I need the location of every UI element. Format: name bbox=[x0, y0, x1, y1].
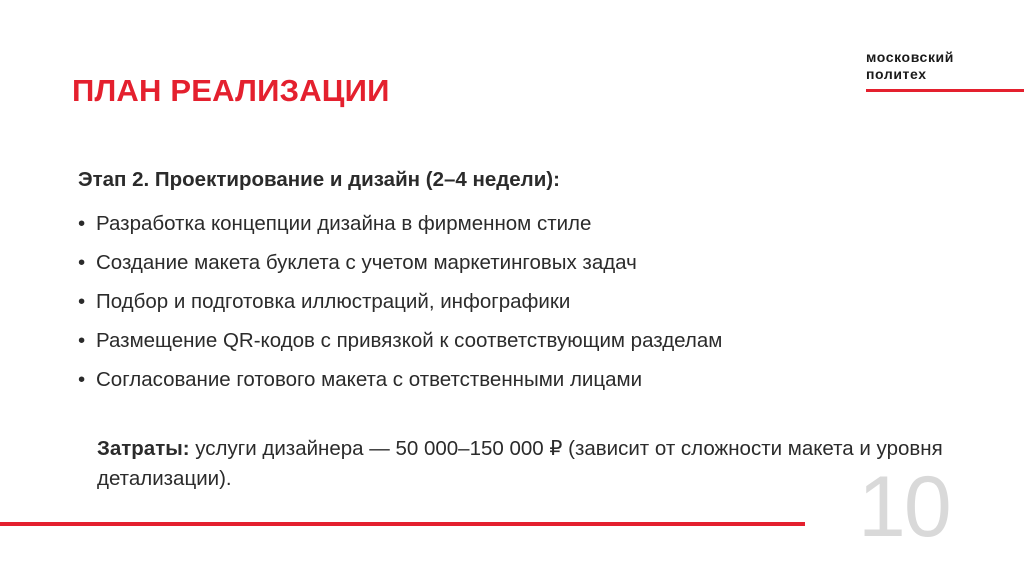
mospolytech-logo bbox=[866, 49, 1024, 83]
list-item bbox=[78, 321, 722, 360]
bullet-dot: • bbox=[78, 329, 86, 352]
list-item bbox=[78, 282, 722, 321]
stage-heading: Этап 2. Проектирование и дизайн (2–4 недели): bbox=[78, 168, 560, 191]
bottom-accent-bar bbox=[0, 522, 805, 526]
list-item bbox=[78, 204, 722, 243]
logo-line-1: московский bbox=[866, 49, 954, 65]
task-list bbox=[78, 204, 722, 399]
bullet-dot: • bbox=[78, 368, 86, 391]
list-item bbox=[78, 360, 722, 399]
list-item-text: Разработка концепции дизайна в фирменном стиле bbox=[96, 212, 592, 235]
bullet-dot: • bbox=[78, 290, 86, 313]
list-item-text: Создание макета буклета с учетом маркетинговых задач bbox=[96, 251, 637, 274]
list-item-text: Размещение QR-кодов с привязкой к соответствующим разделам bbox=[96, 329, 723, 352]
page-number: 10 bbox=[858, 459, 950, 555]
logo-line-2: политех bbox=[866, 66, 927, 82]
bullet-dot: • bbox=[78, 251, 86, 274]
costs-text: услуги дизайнера — 50 000–150 000 ₽ (зависит от сложности макета и уровня детализации). bbox=[97, 437, 943, 490]
costs-paragraph bbox=[97, 434, 977, 494]
list-item-text: Согласование готового макета с ответственными лицами bbox=[96, 368, 643, 391]
list-item bbox=[78, 243, 722, 282]
costs-label: Затраты: bbox=[97, 437, 190, 460]
list-item-text: Подбор и подготовка иллюстраций, инфографики bbox=[96, 290, 571, 313]
logo-underline bbox=[866, 89, 1024, 92]
bullet-dot: • bbox=[78, 212, 86, 235]
slide-title: ПЛАН РЕАЛИЗАЦИИ bbox=[72, 73, 390, 108]
